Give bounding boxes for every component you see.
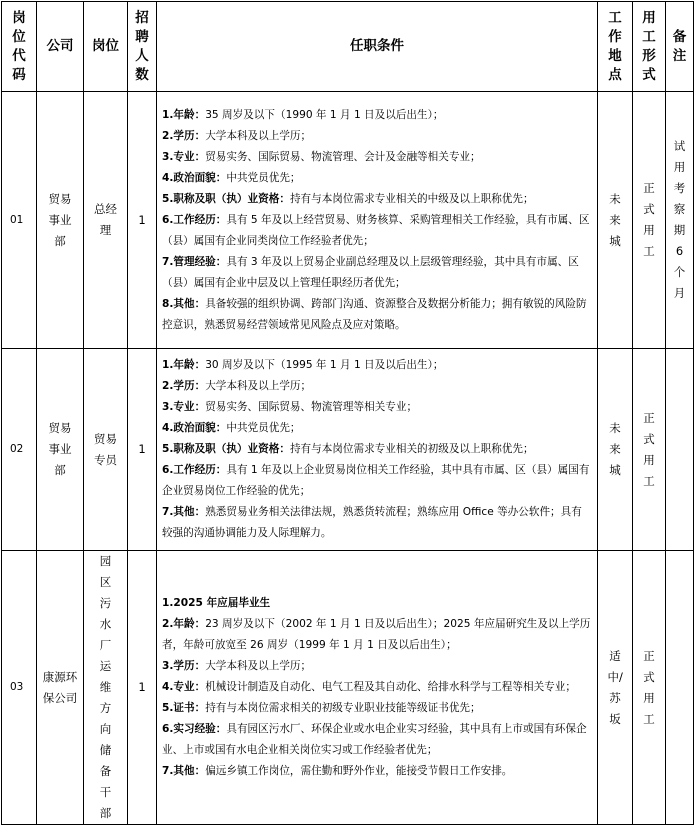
cell-company-text: 康源环保公司 bbox=[42, 669, 78, 705]
cell-remarks-text: 试用考察期6个月 bbox=[673, 139, 686, 300]
requirement-label: 7.管理经验： bbox=[162, 255, 227, 268]
cell-position-text: 贸易专员 bbox=[93, 431, 117, 467]
requirement-label: 2.学历： bbox=[162, 129, 206, 142]
cell-company-text: 贸易事业部 bbox=[48, 421, 72, 477]
cell-requirements bbox=[157, 551, 598, 825]
requirement-text: 具有 1 年及以上企业贸易岗位相关工作经验，其中具有市属、区（县）属国有企业贸易岗位工作经验的优先； bbox=[162, 464, 590, 497]
requirement-item bbox=[162, 761, 591, 782]
requirement-item bbox=[162, 677, 591, 698]
requirement-text: 具有 5 年及以上经营贸易、财务核算、采购管理相关工作经验，具有市属、区（县）属国有企业同类岗位工作经验者优先； bbox=[162, 213, 590, 247]
cell-position bbox=[84, 349, 128, 551]
requirement-label: 8.其他： bbox=[162, 297, 206, 310]
requirement-text: 机械设计制造及自动化、电气工程及其自动化、给排水科学与工程等相关专业； bbox=[205, 681, 576, 693]
requirement-text: 具备较强的组织协调、跨部门沟通、资源整合及数据分析能力；拥有敏锐的风险防控意识，熟悉贸易经营领域常见风险点及应对策略。 bbox=[162, 297, 587, 331]
requirement-item bbox=[162, 147, 591, 168]
header-count: 招聘人数 bbox=[128, 2, 157, 92]
requirement-label: 1.年龄： bbox=[162, 359, 206, 371]
cell-count bbox=[128, 349, 157, 551]
cell-employment-type-text: 正式用工 bbox=[643, 181, 655, 258]
requirement-item bbox=[162, 418, 591, 439]
requirement-text: 中共党员优先； bbox=[226, 422, 301, 434]
recruitment-table bbox=[1, 1, 694, 825]
requirement-text: 持有与本岗位需求专业相关的中级及以上职称优先； bbox=[289, 192, 534, 205]
requirement-text: 30 周岁及以下（1995 年 1 月 1 日及以后出生）； bbox=[205, 359, 444, 371]
requirement-label: 1.2025 年应届毕业生 bbox=[162, 597, 271, 609]
requirement-text: 持有与本岗位需求相关的初级专业职业技能等级证书优先； bbox=[205, 702, 481, 714]
cell-position-text: 总经理 bbox=[93, 202, 117, 237]
cell-employment-type bbox=[633, 92, 666, 349]
cell-location bbox=[598, 92, 633, 349]
cell-code bbox=[2, 551, 37, 825]
cell-remarks bbox=[666, 551, 694, 825]
requirement-item bbox=[162, 376, 591, 397]
cell-position-text: 园区污水厂运维方向储备干部 bbox=[99, 554, 112, 820]
cell-position bbox=[84, 92, 128, 349]
cell-code-text: 02 bbox=[10, 443, 24, 455]
cell-remarks bbox=[666, 92, 694, 349]
requirement-text: 中共党员优先； bbox=[226, 171, 301, 184]
requirement-item bbox=[162, 105, 591, 126]
cell-employment-type-text: 正式用工 bbox=[643, 648, 655, 726]
cell-company-text: 贸易事业部 bbox=[48, 191, 72, 248]
requirement-label: 3.专业： bbox=[162, 401, 206, 413]
header-code: 岗位代码 bbox=[2, 2, 37, 92]
cell-position bbox=[84, 551, 128, 825]
cell-company bbox=[37, 349, 84, 551]
requirement-label: 4.政治面貌： bbox=[162, 171, 227, 184]
requirement-label: 7.其他： bbox=[162, 506, 206, 518]
requirement-label: 1.年龄： bbox=[162, 108, 206, 121]
requirement-item bbox=[162, 698, 591, 719]
requirement-item bbox=[162, 294, 591, 336]
cell-requirements bbox=[157, 349, 598, 551]
table-row bbox=[2, 92, 694, 349]
requirement-label: 2.学历： bbox=[162, 380, 206, 392]
requirement-label: 5.职称及职（执）业资格： bbox=[162, 443, 290, 455]
cell-count-text: 1 bbox=[138, 212, 146, 227]
cell-location-text: 适中/苏坂 bbox=[607, 648, 623, 726]
requirement-item bbox=[162, 656, 591, 677]
requirement-item bbox=[162, 397, 591, 418]
cell-employment-type bbox=[633, 551, 666, 825]
cell-company bbox=[37, 551, 84, 825]
requirement-text: 具有园区污水厂、环保企业或水电企业实习经验，其中具有上市或国有环保企业、上市或国有水电企业相关岗位实习或工作经验者优先； bbox=[162, 723, 587, 756]
cell-code bbox=[2, 349, 37, 551]
requirement-label: 6.实习经验： bbox=[162, 723, 227, 735]
requirement-label: 3.学历： bbox=[162, 660, 206, 672]
table-row bbox=[2, 349, 694, 551]
requirement-label: 5.证书： bbox=[162, 702, 206, 714]
requirement-text: 大学本科及以上学历； bbox=[205, 660, 312, 672]
header-remarks: 备注 bbox=[666, 2, 694, 92]
requirement-label: 4.政治面貌： bbox=[162, 422, 227, 434]
requirement-item bbox=[162, 614, 591, 656]
cell-code-text: 01 bbox=[10, 213, 24, 226]
requirement-label: 7.其他： bbox=[162, 765, 206, 777]
requirement-text: 23 周岁及以下（2002 年 1 月 1 日及以后出生）；2025 年应届研究生及以上学历者，年龄可放宽至 26 周岁（1999 年 1 月 1 日及以后出生）； bbox=[162, 618, 591, 651]
requirement-item bbox=[162, 189, 591, 210]
requirement-label: 6.工作经历： bbox=[162, 213, 227, 226]
requirement-item bbox=[162, 502, 591, 544]
requirement-item bbox=[162, 460, 591, 502]
cell-count bbox=[128, 551, 157, 825]
cell-location bbox=[598, 551, 633, 825]
cell-company bbox=[37, 92, 84, 349]
requirement-label: 2.年龄： bbox=[162, 618, 206, 630]
cell-code-text: 03 bbox=[10, 681, 24, 693]
cell-code bbox=[2, 92, 37, 349]
cell-employment-type-text: 正式用工 bbox=[643, 410, 655, 488]
requirement-label: 4.专业： bbox=[162, 681, 206, 693]
requirement-item bbox=[162, 355, 591, 376]
header-requirements: 任职条件 bbox=[157, 2, 598, 92]
requirement-item bbox=[162, 210, 591, 252]
header-row bbox=[2, 2, 694, 92]
requirement-text: 35 周岁及以下（1990 年 1 月 1 日及以后出生）； bbox=[205, 108, 444, 121]
cell-location bbox=[598, 349, 633, 551]
requirement-item bbox=[162, 168, 591, 189]
cell-count-text: 1 bbox=[138, 680, 146, 694]
cell-employment-type bbox=[633, 349, 666, 551]
header-position: 岗位 bbox=[84, 2, 128, 92]
requirement-text: 偏远乡镇工作岗位，需住勤和野外作业，能接受节假日工作安排。 bbox=[205, 765, 513, 777]
cell-remarks bbox=[666, 349, 694, 551]
requirement-item bbox=[162, 593, 591, 614]
requirement-text: 具有 3 年及以上贸易企业副总经理及以上层级管理经验，其中具有市属、区（县）属国有企业中层及以上管理任职经历者优先； bbox=[162, 255, 579, 289]
requirement-item bbox=[162, 252, 591, 294]
cell-count bbox=[128, 92, 157, 349]
cell-location-text: 未来城 bbox=[609, 191, 621, 248]
header-company: 公司 bbox=[37, 2, 84, 92]
requirement-text: 大学本科及以上学历； bbox=[205, 129, 312, 142]
table-row bbox=[2, 551, 694, 825]
cell-count-text: 1 bbox=[138, 442, 146, 456]
requirement-item bbox=[162, 439, 591, 460]
requirement-label: 5.职称及职（执）业资格： bbox=[162, 192, 290, 205]
requirement-text: 贸易实务、国际贸易、物流管理等相关专业； bbox=[205, 401, 418, 413]
requirement-text: 贸易实务、国际贸易、物流管理、会计及金融等相关专业； bbox=[205, 150, 481, 163]
requirement-text: 大学本科及以上学历； bbox=[205, 380, 312, 392]
requirement-item bbox=[162, 719, 591, 761]
requirement-item bbox=[162, 126, 591, 147]
header-employment-type: 用工形式 bbox=[633, 2, 666, 92]
requirement-text: 熟悉贸易业务相关法律法规，熟悉货转流程；熟练应用 Office 等办公软件；具有较强的沟通协调能力及人际理解力。 bbox=[162, 506, 582, 539]
cell-location-text: 未来城 bbox=[609, 421, 621, 477]
header-location: 工作地点 bbox=[598, 2, 633, 92]
requirement-text: 持有与本岗位需求专业相关的初级及以上职称优先； bbox=[289, 443, 534, 455]
requirement-label: 3.专业： bbox=[162, 150, 206, 163]
cell-requirements bbox=[157, 92, 598, 349]
requirement-label: 6.工作经历： bbox=[162, 464, 227, 476]
